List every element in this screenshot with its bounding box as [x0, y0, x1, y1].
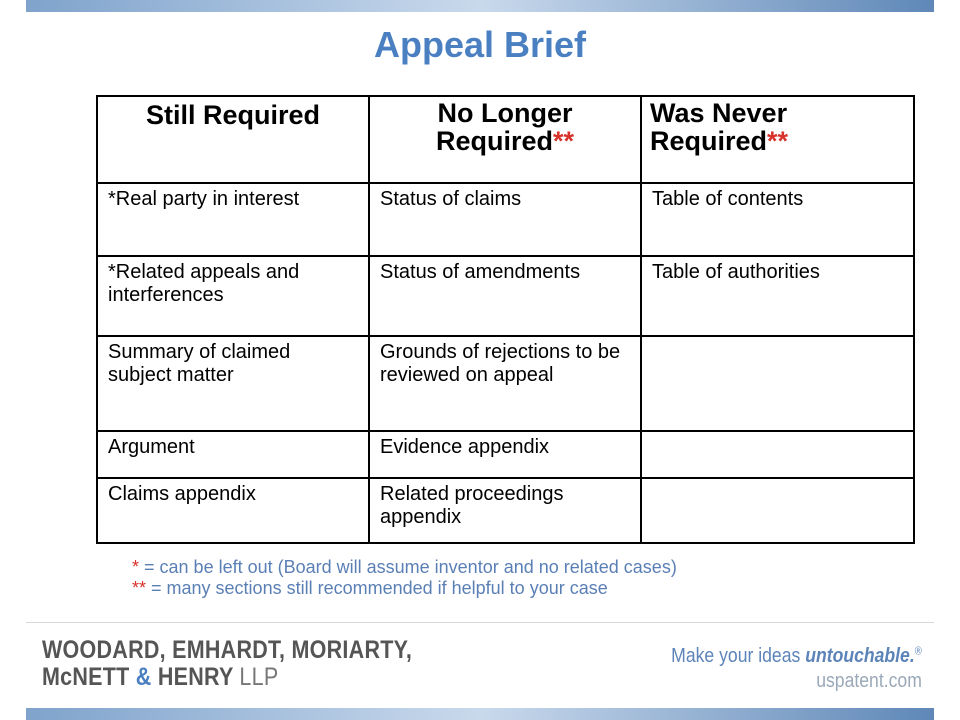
firm-logo: [42, 637, 412, 691]
footer-divider: [26, 622, 934, 623]
firm-name-henry: HENRY: [157, 663, 234, 691]
header-label: Still Required: [145, 100, 321, 130]
firm-llp: LLP: [239, 663, 279, 691]
firm-name-line-1: WOODARD, EMHARDT, MORIARTY,: [42, 636, 413, 664]
table-cell: Argument: [97, 431, 369, 478]
appeal-brief-table: [96, 95, 915, 544]
table-cell: Grounds of rejections to be reviewed on appeal: [369, 336, 641, 431]
table-cell: [641, 336, 914, 431]
table-footnotes: [132, 557, 677, 599]
table-row: [97, 431, 914, 478]
table-cell: *Related appeals and interferences: [97, 256, 369, 336]
firm-name-line-2: [42, 664, 412, 691]
table-cell: Summary of claimed subject matter: [97, 336, 369, 431]
table-cell: Status of amendments: [369, 256, 641, 336]
table-row: [97, 256, 914, 336]
tagline-prefix: Make your ideas: [671, 645, 806, 667]
slide-title: Appeal Brief: [373, 24, 587, 65]
table-cell: *Real party in interest: [97, 183, 369, 256]
table-cell: Table of authorities: [641, 256, 914, 336]
footnote-text: = many sections still recommended if helpful to your case: [146, 578, 608, 599]
header-was-never-required: [641, 96, 914, 183]
tagline-text: [671, 644, 922, 669]
table-cell: Related proceedings appendix: [369, 478, 641, 543]
table-cell: Status of claims: [369, 183, 641, 256]
table-cell: [641, 478, 914, 543]
website-url[interactable]: uspatent.com: [816, 670, 922, 692]
table-cell: Claims appendix: [97, 478, 369, 543]
table-cell: Evidence appendix: [369, 431, 641, 478]
footnote-mark: **: [132, 578, 147, 599]
header-suffix: **: [553, 126, 575, 157]
registered-mark: ®: [914, 645, 922, 658]
header-still-required: [97, 96, 369, 183]
footnote-single-asterisk: [132, 557, 677, 578]
table-row: [97, 336, 914, 431]
table-row: [97, 183, 914, 256]
tagline-emphasis: untouchable.: [805, 645, 915, 667]
firm-name-mcnett: McNETT: [42, 663, 130, 691]
top-decorative-bar: [26, 0, 934, 12]
footnote-double-asterisk: [132, 578, 677, 599]
header-no-longer-required: [369, 96, 641, 183]
header-suffix: **: [767, 126, 789, 157]
firm-tagline: [671, 644, 922, 694]
table-header-row: [97, 96, 914, 183]
table-cell: Table of contents: [641, 183, 914, 256]
header-label: Was Never Required: [650, 98, 788, 157]
table-cell: [641, 431, 914, 478]
footnote-mark: *: [132, 557, 140, 577]
header-label: No Longer Required: [435, 98, 573, 157]
table-row: [97, 478, 914, 543]
bottom-decorative-bar: [26, 708, 934, 720]
footnote-text: = can be left out (Board will assume inventor and no related cases): [139, 557, 677, 577]
firm-ampersand: &: [135, 663, 152, 691]
